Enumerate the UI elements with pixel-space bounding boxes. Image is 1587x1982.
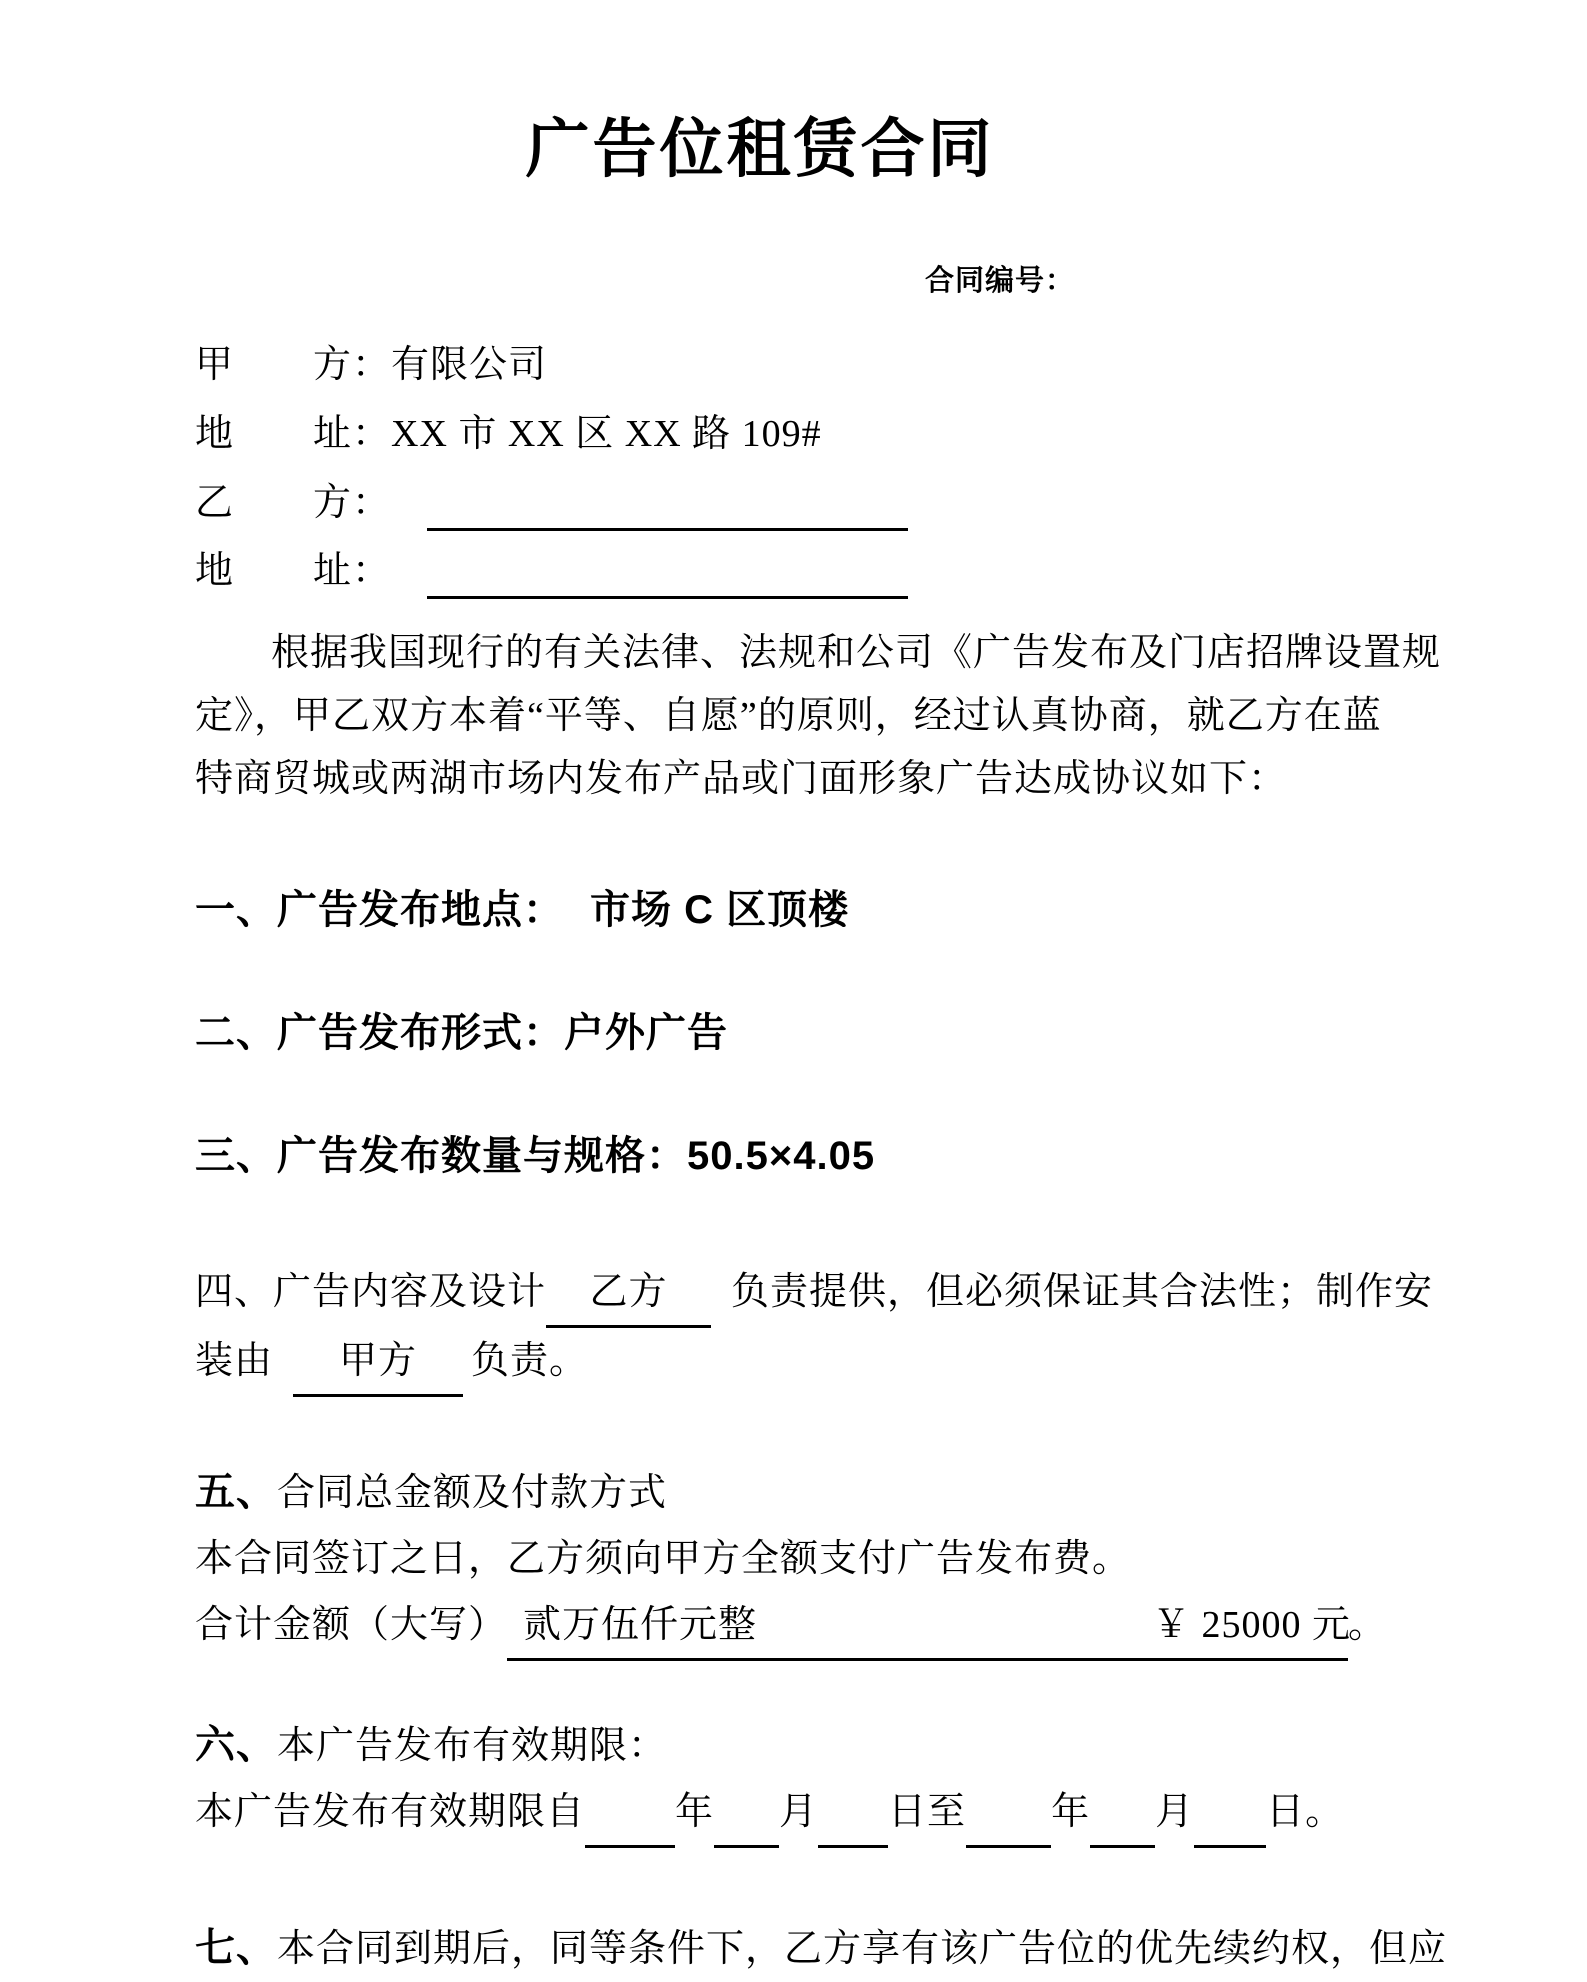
section-6-heading: [195, 1712, 1344, 1779]
address-a-field: 址：: [313, 413, 392, 455]
party-a-address-row: [195, 410, 822, 459]
section-3-value: 50.5×4.05: [687, 1134, 876, 1178]
section-7-text: 本合同到期后，同等条件下，乙方享有该广告位的优先续约权，但应: [277, 1928, 1448, 1970]
amount-line-period: 。: [1348, 1604, 1388, 1646]
preamble-line-1: 根据我国现行的有关法律、法规和公司《广告发布及门店招牌设置规: [271, 632, 1442, 674]
end-day-blank[interactable]: [1194, 1779, 1266, 1848]
section-4-line-1: [195, 1259, 1433, 1328]
section-5-heading: [195, 1459, 1387, 1526]
contract-number-label: 合同编号：: [925, 265, 1076, 297]
section-3-quantity-spec: [195, 1123, 875, 1189]
section-4-line-2: [195, 1328, 1433, 1397]
address-b-label: 地: [195, 550, 235, 592]
address-b-field: 址：: [313, 550, 392, 592]
section-7-number: 七、: [195, 1926, 277, 1970]
section-6-title: 本广告发布有效期限：: [277, 1725, 668, 1767]
end-year-blank[interactable]: [966, 1779, 1051, 1848]
section-2-format: [195, 1000, 728, 1066]
preamble-paragraph: [195, 622, 1442, 811]
party-b-address-blank[interactable]: [427, 547, 908, 599]
start-day-label: 日至: [888, 1791, 967, 1833]
section-4-suffix: 负责提供，但必须保证其合法性；制作安: [731, 1271, 1434, 1313]
validity-prefix: 本广告发布有效期限自: [195, 1791, 586, 1833]
section-7-renewal-right: [195, 1915, 1447, 1982]
party-b-address-row: [195, 547, 908, 599]
section-5-title: 合同总金额及付款方式: [277, 1472, 668, 1514]
section-6-number: 六、: [195, 1723, 277, 1767]
party-a-value: 有限公司: [391, 344, 548, 386]
party-b-label: 乙: [195, 482, 235, 524]
total-amount-label: 合计金额（大写）: [195, 1604, 508, 1646]
party-b-row: [195, 479, 908, 531]
section-2-label: 二、广告发布形式：: [195, 1011, 564, 1055]
start-month-label: 月: [779, 1791, 819, 1833]
end-month-label: 月: [1155, 1791, 1195, 1833]
section-5-amount-payment: [195, 1459, 1387, 1661]
start-year-blank[interactable]: [585, 1779, 675, 1848]
section-1-label: 一、广告发布地点：: [195, 888, 564, 932]
section-6-line-2: [195, 1779, 1344, 1848]
end-day-label: 日。: [1266, 1791, 1345, 1833]
address-a-label: 地: [195, 413, 235, 455]
section-2-value: 户外广告: [564, 1011, 728, 1055]
section-5-line-3: [195, 1592, 1387, 1661]
section-5-number: 五、: [195, 1470, 277, 1514]
section-4-line2-prefix: 装由: [195, 1340, 274, 1382]
start-day-blank[interactable]: [818, 1779, 888, 1848]
section-6-validity-period: [195, 1712, 1344, 1848]
party-a-label: 甲: [195, 344, 235, 386]
address-a-value: XX 市 XX 区 XX 路 109#: [391, 413, 822, 455]
end-year-label: 年: [1051, 1791, 1091, 1833]
section-1-location: [195, 877, 849, 943]
preamble-line-3: 特商贸城或两湖市场内发布产品或门面形象广告达成协议如下：: [195, 758, 1288, 800]
amount-in-words-blank[interactable]: 贰万伍仟元整: [507, 1592, 1152, 1661]
section-4-line2-suffix: 负责。: [471, 1340, 589, 1382]
document-title: 广告位租赁合同: [525, 113, 995, 185]
section-5-line-2: 本合同签订之日，乙方须向甲方全额支付广告发布费。: [195, 1538, 1132, 1580]
end-month-blank[interactable]: [1090, 1779, 1155, 1848]
party-a-row: [195, 341, 547, 390]
section-3-label: 三、广告发布数量与规格：: [195, 1134, 687, 1178]
party-b-name-blank[interactable]: [427, 479, 908, 531]
start-year-label: 年: [675, 1791, 715, 1833]
section-4-prefix: 四、广告内容及设计: [195, 1271, 547, 1313]
section-1-value: 市场 C 区顶楼: [590, 888, 850, 932]
installer-party-blank[interactable]: 甲方: [293, 1328, 463, 1397]
party-a-field: 方：: [313, 344, 392, 386]
start-month-blank[interactable]: [714, 1779, 779, 1848]
section-4-content-design: [195, 1259, 1433, 1397]
designer-party-blank[interactable]: 乙方: [546, 1259, 711, 1328]
party-b-field: 方：: [313, 482, 392, 524]
preamble-line-2: 定》，甲乙双方本着“平等、自愿”的原则，经过认真协商，就乙方在蓝: [195, 695, 1382, 737]
amount-in-figures[interactable]: ￥ 25000 元: [1152, 1592, 1348, 1661]
